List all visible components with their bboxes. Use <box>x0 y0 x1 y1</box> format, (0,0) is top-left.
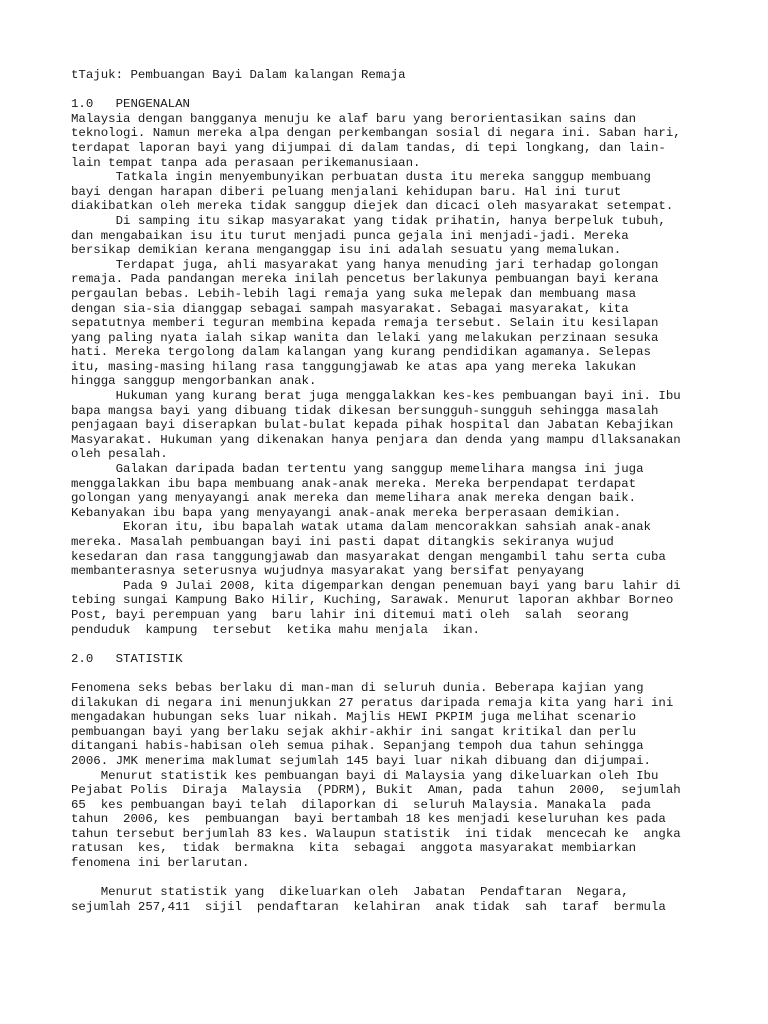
text-line: Galakan daripada badan tertentu yang sanggup memelihara mangsa ini juga <box>71 462 644 477</box>
text-line: Tatkala ingin menyembunyikan perbuatan dusta itu mereka sanggup membuang <box>71 170 651 185</box>
blank-line <box>71 666 708 681</box>
text-line: Fenomena seks bebas berlaku di man-man di seluruh dunia. Beberapa kajian yang <box>71 680 644 695</box>
text-line: Ekoran itu, ibu bapalah watak utama dalam mencorakkan sahsiah anak-anak <box>71 520 651 535</box>
text-line: ratusan kes, tidak bermakna kita sebagai anggota masyarakat membiarkan <box>71 841 637 856</box>
text-line: Menurut statistik kes pembuangan bayi di Malaysia yang dikeluarkan oleh Ibu <box>71 768 659 783</box>
blank-line <box>71 83 708 98</box>
text-line: Malaysia dengan bangganya menuju ke alaf baru yang berorientasikan sains dan <box>71 111 637 126</box>
text-line: Pejabat Polis Diraja Malaysia (PDRM), Bukit Aman, pada tahun 2000, sejumlah <box>71 783 681 798</box>
text-line: Di samping itu sikap masyarakat yang tidak prihatin, hanya berpeluk tubuh, <box>71 213 666 228</box>
text-line: golongan yang menyayangi anak mereka dan memelihara anak mereka dengan baik. <box>71 491 637 506</box>
section-statistics-paragraph <box>71 681 708 871</box>
text-line: sejumlah 257,411 sijil pendaftaran kelahiran anak tidak sah taraf bermula <box>71 899 666 914</box>
text-line: tahun 2006, kes pembuangan bayi bertambah 18 kes menjadi keseluruhan kes pada <box>71 812 666 827</box>
text-line: tahun tersebut berjumlah 83 kes. Walaupun statistik ini tidak mencecah ke angka <box>71 826 681 841</box>
text-line: Pada 9 Julai 2008, kita digemparkan dengan penemuan bayi yang baru lahir di <box>71 578 681 593</box>
text-line: pembuangan bayi yang berlaku sejak akhir-akhir ini sangat kritikal dan perlu <box>71 724 637 739</box>
text-line: kesedaran dan rasa tanggungjawab dan masyarakat dengan mengambil tahu serta cuba <box>71 549 666 564</box>
text-line: sepatutnya memberi teguran membina kepada remaja tersebut. Selain itu kesilapan <box>71 316 659 331</box>
text-line: bersikap demikian kerana menganggap isu ini adalah sesuatu yang memalukan. <box>71 243 622 258</box>
text-line: Masyarakat. Hukuman yang dikenakan hanya penjara dan denda yang mampu dllaksanakan <box>71 432 681 447</box>
text-line: mengadakan hubungan seks luar nikah. Majlis HEWI PKPIM juga melihat scenario <box>71 710 637 725</box>
text-line: hingga sanggup mengorbankan anak. <box>71 374 317 389</box>
text-line: lain tempat tanpa ada perasaan perikemanusiaan. <box>71 155 421 170</box>
text-line: 2006. JMK menerima maklumat sejumlah 145 bayi luar nikah dibuang dan dijumpai. <box>71 753 651 768</box>
text-line: oleh pesalah. <box>71 447 168 462</box>
text-line: penjagaan bayi diserapkan bulat-bulat kepada pihak hospital dan Jabatan Kebajikan <box>71 418 674 433</box>
text-line: dan mengabaikan isu itu turut menjadi punca gejala ini menjadi-jadi. Mereka <box>71 228 629 243</box>
text-line: Post, bayi perempuan yang baru lahir ini ditemui mati oleh salah seorang <box>71 607 629 622</box>
text-line: penduduk kampung tersebut ketika mahu menjala ikan. <box>71 622 480 637</box>
text-line: menggalakkan ibu bapa membuang anak-anak mereka. Mereka berpendapat terdapat <box>71 476 637 491</box>
text-line: remaja. Pada pandangan mereka inilah pencetus berlakunya pembuangan bayi kerana <box>71 272 659 287</box>
text-line: Terdapat juga, ahli masyarakat yang hanya menuding jari terhadap golongan <box>71 257 659 272</box>
text-line: membanterasnya seterusnya wujudnya masyarakat yang bersifat penyayang <box>71 564 585 579</box>
text-line: hati. Mereka tergolong dalam kalangan yang kurang pendidikan agamanya. Selepas <box>71 345 651 360</box>
section-introduction-body <box>71 112 708 637</box>
text-line: terdapat laporan bayi yang dijumpai di dalam tandas, di tepi longkang, dan lain- <box>71 140 666 155</box>
text-line: pergaulan bebas. Lebih-lebih lagi remaja yang suka melepak dan membuang masa <box>71 286 637 301</box>
text-line: Kebanyakan ibu bapa yang menyayangi anak-anak mereka berperasaan demikian. <box>71 505 622 520</box>
text-line: Menurut statistik yang dikeluarkan oleh Jabatan Pendaftaran Negara, <box>71 885 629 900</box>
text-line: 65 kes pembuangan bayi telah dilaporkan di seluruh Malaysia. Manakala pada <box>71 797 651 812</box>
text-line: dengan sia-sia dianggap sebagai sampah masyarakat. Sebagai masyarakat, kita <box>71 301 629 316</box>
section-statistics-paragraph <box>71 885 708 914</box>
text-line: bayi dengan harapan diberi peluang menjalani kehidupan baru. Hal ini turut <box>71 184 622 199</box>
section-heading-introduction: 1.0 PENGENALAN <box>71 97 190 112</box>
text-line: dilakukan di negara ini menunjukkan 27 peratus daripada remaja kita yang hari ini <box>71 695 674 710</box>
text-line: mereka. Masalah pembuangan bayi ini pasti dapat ditangkis sekiranya wujud <box>71 535 614 549</box>
section-heading-statistics: 2.0 STATISTIK <box>71 651 183 666</box>
text-line: ditangani habis-habisan oleh semua pihak. Sepanjang tempoh dua tahun sehingga <box>71 739 644 754</box>
text-line: yang paling nyata ialah sikap wanita dan lelaki yang melakukan perzinaan sesuka <box>71 330 659 345</box>
blank-line <box>71 871 708 886</box>
document-title: tTajuk: Pembuangan Bayi Dalam kalangan Remaja <box>71 68 406 82</box>
text-line: tebing sungai Kampung Bako Hilir, Kuching, Sarawak. Menurut laporan akhbar Borneo <box>71 593 674 608</box>
text-line: itu, masing-masing hilang rasa tanggungjawab ke atas apa yang mereka lakukan <box>71 359 637 374</box>
text-line: diakibatkan oleh mereka tidak sanggup diejek dan dicaci oleh masyarakat setempat. <box>71 199 674 214</box>
text-line: teknologi. Namun mereka alpa dengan perkembangan sosial di negara ini. Saban hari, <box>71 126 681 141</box>
blank-line <box>71 637 708 652</box>
text-line: fenomena ini berlarutan. <box>71 856 250 871</box>
text-line: Hukuman yang kurang berat juga menggalakkan kes-kes pembuangan bayi ini. Ibu <box>71 389 681 404</box>
text-line: bapa mangsa bayi yang dibuang tidak dikesan bersungguh-sungguh sehingga masalah <box>71 403 659 418</box>
